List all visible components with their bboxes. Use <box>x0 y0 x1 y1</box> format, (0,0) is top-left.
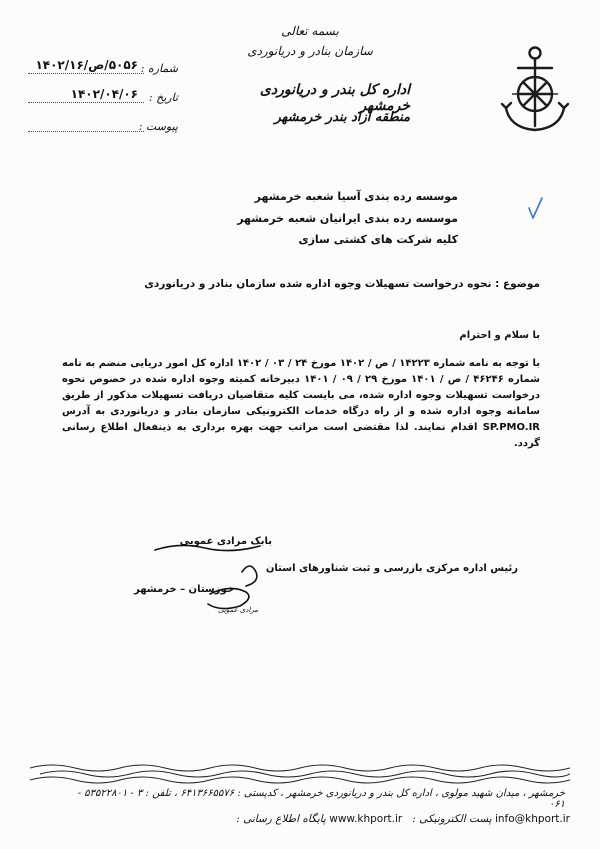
footer-contact <box>150 813 570 825</box>
recipient-2: موسسه رده بندی ایرانیان شعبه خرمشهر <box>237 212 458 225</box>
signatory-place: خوزستان – خرمشهر <box>133 584 234 595</box>
org-name-line2: اداره کل بندر و دریانوردی خرمشهر <box>259 82 410 114</box>
date-label: تاریخ : <box>148 91 178 104</box>
org-name-line1: سازمان بنادر و دریانوردی <box>247 44 373 58</box>
recipient-3: کلیه شرکت های کشتی سازی <box>298 233 458 246</box>
footer-address: خرمشهر ، میدان شهید مولوی ، اداره کل بندر و دریانوردی خرمشهر ، کدپستی : ۶۴۱۳۶۶۵۵۷۶ ، تلفن : ۳ - ۵۳۵۲۲۸۰۱ - ۰۶۱ <box>77 788 565 810</box>
attachment-row <box>28 120 178 136</box>
check-mark-icon <box>526 196 544 222</box>
wave-divider <box>30 760 570 784</box>
letter-date-row <box>28 87 178 107</box>
letter-date: ۱۴۰۲/۰۴/۰۶ <box>70 87 138 101</box>
letter-subject: موضوع : نحوه درخواست تسهیلات وجوه اداره شده سازمان بنادر و دریانوردی <box>144 278 540 290</box>
letter-number-row <box>28 58 178 78</box>
signatory-title: رئیس اداره مرکزی بازرسی و ثبت شناورهای استان <box>265 563 518 574</box>
letter-number: ۵۰۵۶/ص/۱۴۰۲/۱۶ <box>35 58 138 72</box>
handwritten-signature-name: مرادی عمویی <box>218 606 259 614</box>
org-name-line3: منطقه آزاد بندر خرمشهر <box>274 110 410 125</box>
letter-body: با توجه به نامه شماره ۱۴۲۲۳ / ص / ۱۴۰۲ مورخ ۲۴ / ۰۳ / ۱۴۰۲ اداره کل امور دریایی منضم به نامه شماره ۴۶۲۴۶ / ص / ۱۴۰۱ مورخ ۲۹ / ۰۹ / ۱۴۰۱ دبیرخانه کمیته وجوه اداره شده در خصوص نحوه درخواست تسهیلات وجوه اداره شده، می بایست کلیه متقاضیان دریافت تسهیلات مذکور از طریق سامانه وجوه اداره شده و از راه درگاه خدمات الکترونیکی سازمان بنادر و دریانوردی به آدرس SP.PMO.IR اقدام نمایند. لذا مقتضی است مراتب جهت بهره برداری به ذینفعال اطلاع رسانی گردد. <box>62 358 541 449</box>
signatory-name: بابک مرادی عمویی <box>179 536 272 547</box>
portal-label: پایگاه اطلاع رسانی : <box>236 813 326 825</box>
bismillah: بسمه تعالی <box>281 24 339 38</box>
anchor-wheel-emblem-icon <box>500 42 570 137</box>
website-link[interactable]: www.khport.ir <box>329 813 403 825</box>
greeting: با سلام و احترام <box>459 330 540 341</box>
email-label: پست الکترونیکی : <box>412 813 492 825</box>
attachment-label: پیوست : <box>138 120 178 133</box>
recipient-1: موسسه رده بندی آسیا شعبه خرمشهر <box>254 190 458 203</box>
number-label: شماره : <box>140 62 178 75</box>
email-link[interactable]: info@khport.ir <box>494 813 570 825</box>
